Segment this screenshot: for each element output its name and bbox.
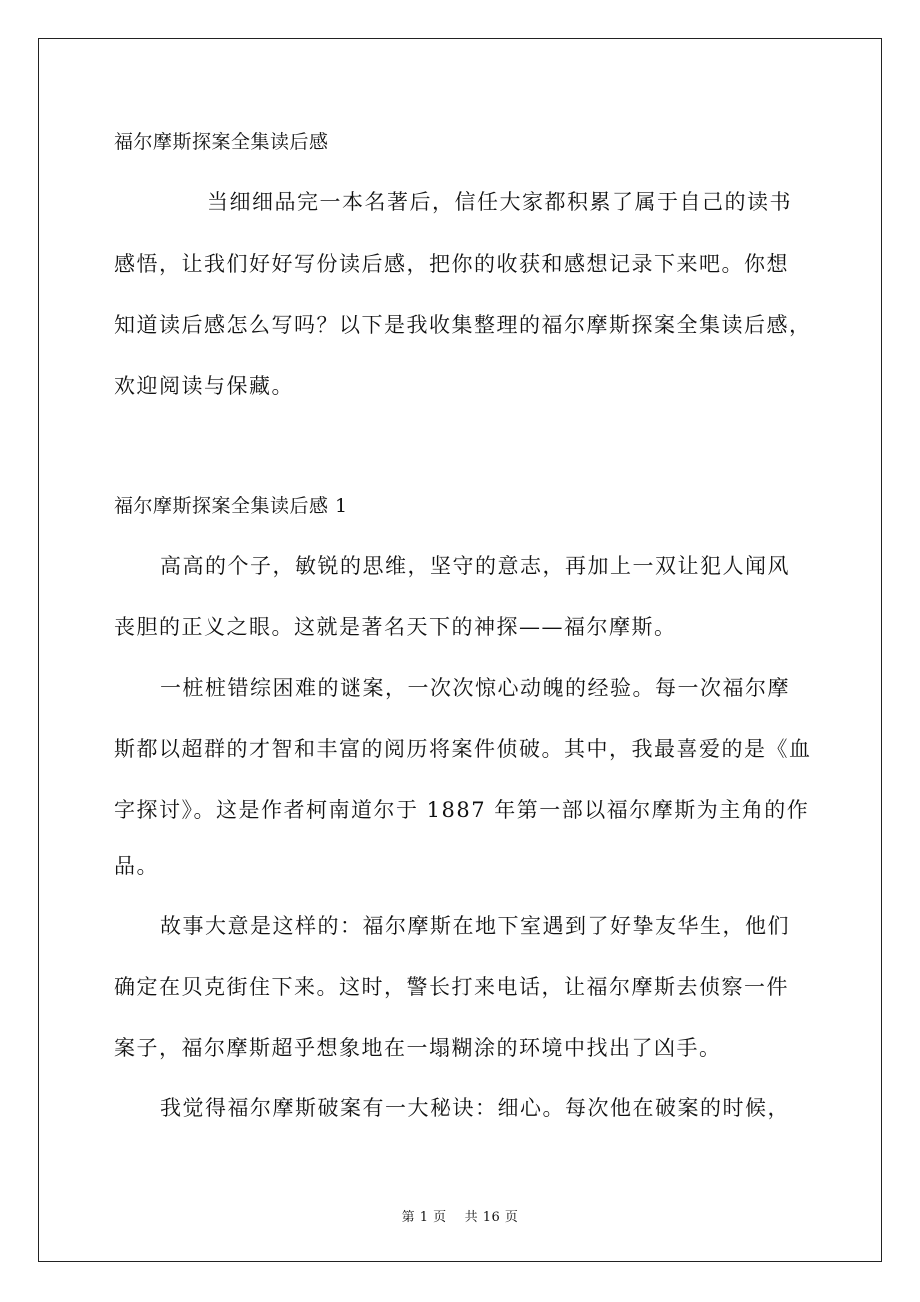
para2-line-4: 品。 — [114, 854, 159, 878]
para1-line-1: 高高的个子，敏锐的思维，坚守的意志，再加上一双让犯人闻风 — [160, 554, 790, 578]
para3-line-2: 确定在贝克街住下来。这时，警长打来电话，让福尔摩斯去侦察一件 — [114, 975, 789, 999]
para2-line-1: 一桩桩错综困难的谜案，一次次惊心动魄的经验。每一次福尔摩 — [160, 676, 790, 700]
page-border — [38, 38, 882, 1262]
para4-line-1: 我觉得福尔摩斯破案有一大秘诀：细心。每次他在破案的时候， — [160, 1096, 790, 1120]
intro-line-2: 感悟，让我们好好写份读后感，把你的收获和感想记录下来吧。你想 — [114, 252, 789, 276]
intro-line-3: 知道读后感怎么写吗？以下是我收集整理的福尔摩斯探案全集读后感， — [114, 313, 812, 337]
para3-line-1: 故事大意是这样的：福尔摩斯在地下室遇到了好挚友华生，他们 — [160, 914, 790, 938]
para2-line-2: 斯都以超群的才智和丰富的阅历将案件侦破。其中，我最喜爱的是《血 — [114, 737, 812, 761]
section-heading: 福尔摩斯探案全集读后感 1 — [114, 495, 348, 517]
document-title: 福尔摩斯探案全集读后感 — [114, 131, 329, 153]
para2-line-3: 字探讨》。这是作者柯南道尔于 1887 年第一部以福尔摩斯为主角的作 — [114, 798, 810, 822]
para1-line-2: 丧胆的正义之眼。这就是著名天下的神探——福尔摩斯。 — [114, 615, 677, 639]
page-number-total: 共 16 页 — [464, 1210, 519, 1225]
intro-line-4: 欢迎阅读与保藏。 — [114, 374, 294, 398]
para3-line-3: 案子，福尔摩斯超乎想象地在一塌糊涂的环境中找出了凶手。 — [114, 1036, 722, 1060]
page-footer — [0, 1206, 920, 1225]
intro-line-1: 当细细品完一本名著后，信任大家都积累了属于自己的读书 — [207, 190, 792, 214]
page-number-current: 第 1 页 — [401, 1210, 447, 1225]
